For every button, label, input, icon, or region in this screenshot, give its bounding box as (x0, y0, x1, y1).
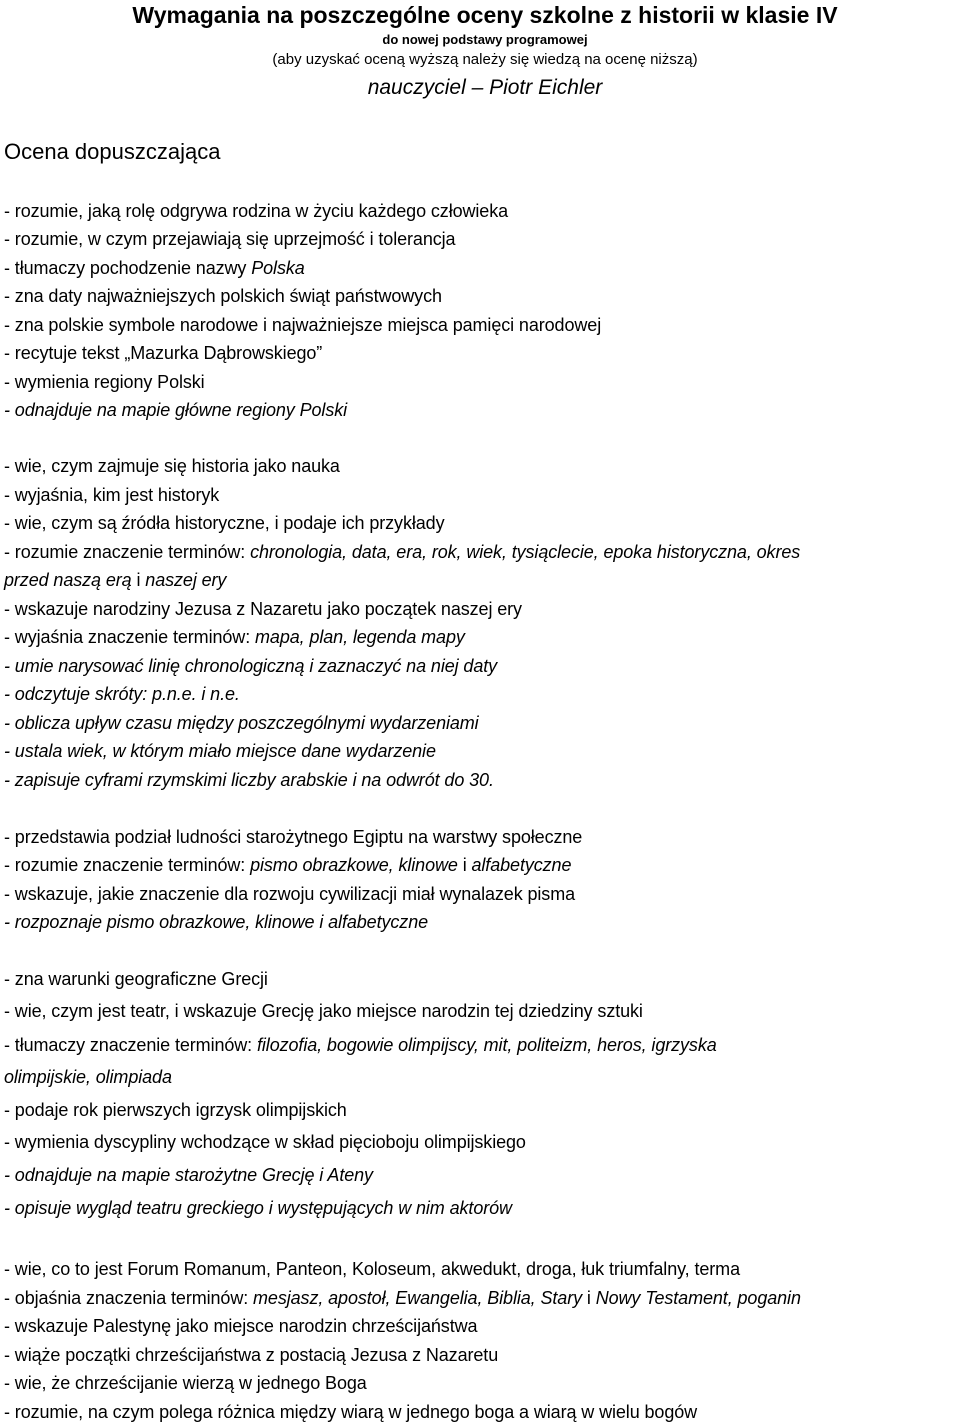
italic-term: przed naszą erą (4, 570, 132, 590)
italic-term: mesjasz, apostoł, Ewangelia, Biblia, Stary (253, 1288, 582, 1308)
requirement-line (4, 540, 800, 564)
requirement-line (4, 1343, 498, 1367)
italic-term: - zapisuje cyframi rzymskimi liczby arabskie i na odwrót do 30. (4, 770, 494, 790)
italic-term: chronologia, data, era, rok, wiek, tysiąclecie, epoka historyczna, okres (250, 542, 801, 562)
teacher-name: nauczyciel – Piotr Eichler (367, 76, 603, 99)
italic-term: - umie narysować linię chronologiczną i zaznaczyć na niej daty (4, 656, 498, 676)
requirement-line (4, 284, 442, 308)
italic-term: - oblicza upływ czasu między poszczególnymi wydarzeniami (4, 713, 479, 733)
text-segment: - wiąże początki chrześcijaństwa z postacią Jezusa z Nazaretu (4, 1345, 499, 1365)
text-segment: - wie, że chrześcijanie wierzą w jednego Boga (4, 1373, 367, 1393)
text-segment: - przedstawia podział ludności starożytnego Egiptu na warstwy społeczne (4, 827, 583, 847)
requirement-line (4, 256, 305, 280)
italic-term: Nowy Testament, poganin (595, 1288, 801, 1308)
text-segment: - wie, co to jest Forum Romanum, Panteon, Koloseum, akwedukt, droga, łuk triumfalny, terma (4, 1259, 740, 1279)
requirement-line (4, 1400, 697, 1424)
italic-term: filozofia, bogowie olimpijscy, mit, politeizm, heros, igrzyska (257, 1035, 717, 1055)
requirement-line (4, 1196, 512, 1220)
text-segment: - wie, czym zajmuje się historia jako nauka (4, 456, 340, 476)
italic-term: - odnajduje na mapie główne regiony Polski (4, 400, 348, 420)
text-segment: - wyjaśnia, kim jest historyk (4, 485, 220, 505)
text-segment: - wie, czym jest teatr, i wskazuje Grecję jako miejsce narodzin tej dziedziny sztuki (4, 1001, 643, 1021)
requirement-line (4, 711, 479, 735)
requirement-line (4, 398, 347, 422)
requirement-line (4, 654, 497, 678)
requirement-line (4, 1065, 172, 1089)
italic-term: alfabetyczne (471, 855, 572, 875)
italic-term: - rozpoznaje pismo obrazkowe, klinowe i alfabetyczne (4, 912, 429, 932)
italic-term: - ustala wiek, w którym miało miejsce dane wydarzenie (4, 741, 436, 761)
requirement-line (4, 825, 582, 849)
requirement-line (4, 999, 643, 1023)
text-segment: - wskazuje narodziny Jezusa z Nazaretu jako początek naszej ery (4, 599, 522, 619)
text-segment: - wskazuje, jakie znaczenie dla rozwoju cywilizacji miał wynalazek pisma (4, 884, 576, 904)
requirement-line (4, 682, 240, 706)
text-segment: - wie, czym są źródła historyczne, i podaje ich przykłady (4, 513, 445, 533)
requirement-line (4, 1033, 717, 1057)
text-segment: - wymienia dyscypliny wchodzące w skład pięcioboju olimpijskiego (4, 1132, 526, 1152)
text-segment: - tłumaczy pochodzenie nazwy (4, 258, 252, 278)
text-segment: - rozumie, w czym przejawiają się uprzejmość i tolerancja (4, 229, 456, 249)
italic-term: pismo obrazkowe, klinowe (250, 855, 458, 875)
text-segment: - zna polskie symbole narodowe i najważniejsze miejsca pamięci narodowej (4, 315, 602, 335)
requirement-line (4, 1098, 347, 1122)
italic-term: - opisuje wygląd teatru greckiego i występujących w nim aktorów (4, 1198, 512, 1218)
document-note: (aby uzyskać oceną wyższą należy się wiedzą na ocenę niższą) (272, 51, 698, 68)
requirement-line (4, 568, 226, 592)
requirement-line (4, 483, 219, 507)
italic-term: - odczytuje skróty: p.n.e. i n.e. (4, 684, 240, 704)
requirement-line (4, 1371, 367, 1395)
text-segment: - rozumie, jaką rolę odgrywa rodzina w życiu każdego człowieka (4, 201, 509, 221)
text-segment: - rozumie znaczenie terminów: (4, 855, 251, 875)
text-segment: - tłumaczy znaczenie terminów: (4, 1035, 257, 1055)
requirement-line (4, 1130, 526, 1154)
requirement-line (4, 597, 522, 621)
requirement-line (4, 454, 340, 478)
document-title: Wymagania na poszczególne oceny szkolne z historii w klasie IV (132, 2, 838, 28)
requirement-line (4, 1257, 740, 1281)
requirement-line (4, 625, 465, 649)
requirement-line (4, 739, 436, 763)
requirement-line (4, 1286, 801, 1310)
text-segment: - wskazuje Palestynę jako miejsce narodzin chrześcijaństwa (4, 1316, 478, 1336)
text-segment: i (131, 570, 146, 590)
requirement-line (4, 370, 205, 394)
requirement-line (4, 1314, 477, 1338)
grade-heading: Ocena dopuszczająca (4, 139, 221, 164)
text-segment: - wymienia regiony Polski (4, 372, 205, 392)
requirement-line (4, 199, 508, 223)
requirement-line (4, 511, 444, 535)
text-segment: i (457, 855, 472, 875)
italic-term: - odnajduje na mapie starożytne Grecję i Ateny (4, 1165, 373, 1185)
text-segment: - rozumie, na czym polega różnica między wiarą w jednego boga a wiarą w wielu bogów (4, 1402, 698, 1422)
requirement-line (4, 768, 494, 792)
requirement-line (4, 313, 601, 337)
text-segment: - zna daty najważniejszych polskich świąt państwowych (4, 286, 442, 306)
text-segment: - recytuje tekst „Mazurka Dąbrowskiego” (4, 343, 323, 363)
text-segment: i (582, 1288, 596, 1308)
requirement-line (4, 910, 428, 934)
requirement-line (4, 853, 571, 877)
document-subtitle: do nowej podstawy programowej (382, 32, 588, 47)
italic-term: naszej ery (145, 570, 227, 590)
requirement-line (4, 967, 268, 991)
italic-term: Polska (251, 258, 305, 278)
requirement-line (4, 341, 322, 365)
text-segment: - wyjaśnia znaczenie terminów: (4, 627, 256, 647)
text-segment: - zna warunki geograficzne Grecji (4, 969, 268, 989)
text-segment: - objaśnia znaczenia terminów: (4, 1288, 254, 1308)
requirement-line (4, 227, 455, 251)
text-segment: - podaje rok pierwszych igrzysk olimpijskich (4, 1100, 347, 1120)
italic-term: olimpijskie, olimpiada (4, 1067, 172, 1087)
italic-term: mapa, plan, legenda mapy (255, 627, 465, 647)
requirement-line (4, 1163, 373, 1187)
requirement-line (4, 882, 575, 906)
text-segment: - rozumie znaczenie terminów: (4, 542, 251, 562)
